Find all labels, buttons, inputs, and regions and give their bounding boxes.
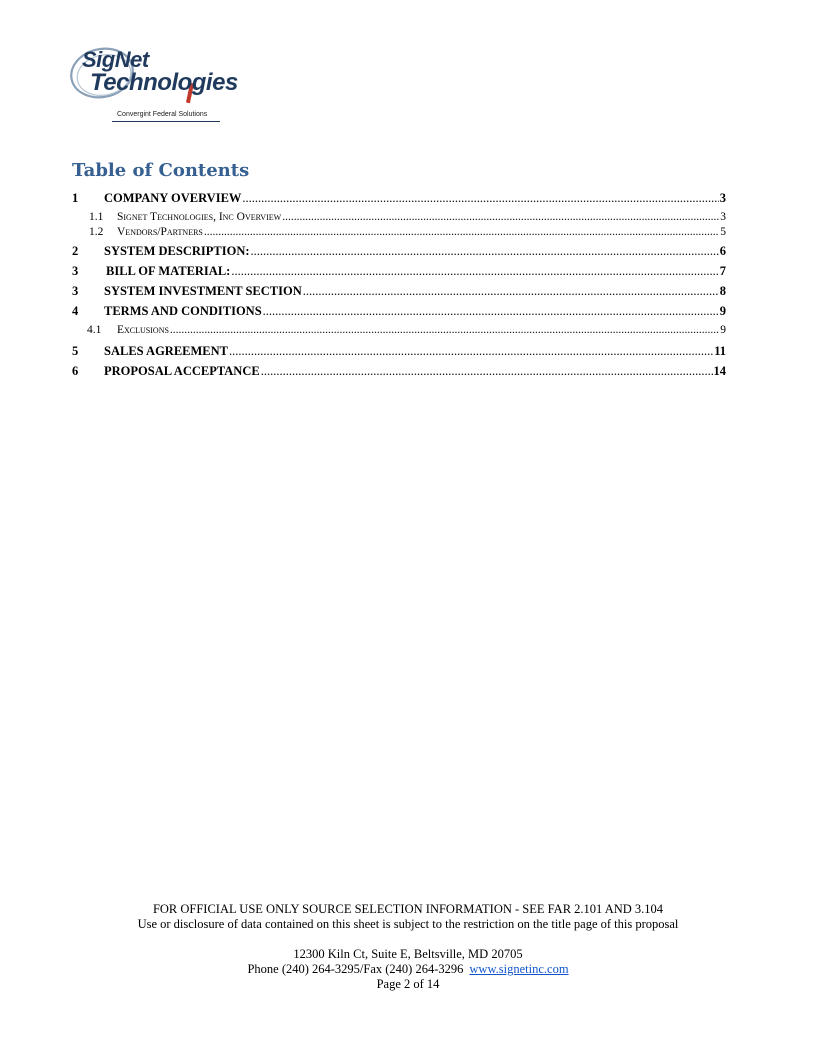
toc-entry-page: 14 <box>713 364 726 378</box>
toc-entry-page: 6 <box>719 244 726 258</box>
table-of-contents <box>72 191 726 384</box>
footer-contact <box>0 947 816 992</box>
toc-entry-title: PROPOSAL ACCEPTANCE <box>104 364 260 378</box>
footer-notice <box>0 902 816 932</box>
logo-tagline: Convergint Federal Solutions <box>117 111 208 118</box>
toc-entry-title: Vendors/Partners <box>117 226 203 238</box>
footer-phone-line <box>0 962 816 977</box>
toc-entry-title: Signet Technologies, Inc Overview <box>117 211 282 223</box>
toc-entry-number: 3 <box>72 284 79 298</box>
toc-entry[interactable] <box>72 211 726 226</box>
toc-leader-dots <box>229 344 713 359</box>
toc-entry-page: 9 <box>719 304 726 318</box>
toc-leader-dots <box>242 191 718 206</box>
logo-wordmark-line2: Technologies <box>90 69 238 96</box>
toc-entry[interactable] <box>72 191 726 211</box>
footer-phone: Phone (240) 264-3295/Fax (240) 264-3296 <box>247 962 464 976</box>
toc-entry[interactable] <box>72 324 726 344</box>
toc-entry-number: 6 <box>72 364 79 378</box>
toc-entry-title: SALES AGREEMENT <box>104 344 228 358</box>
toc-entry[interactable] <box>72 244 726 264</box>
toc-entry-number: 3 <box>72 264 79 278</box>
toc-entry-number: 4.1 <box>87 324 102 336</box>
toc-leader-dots <box>231 264 718 279</box>
toc-entry-page: 9 <box>720 324 726 336</box>
toc-entry-page: 11 <box>714 344 726 358</box>
toc-entry[interactable] <box>72 364 726 384</box>
toc-entry-title: Exclusions <box>117 324 169 336</box>
footer-page-number: Page 2 of 14 <box>376 977 440 991</box>
toc-entry-page: 5 <box>720 226 726 238</box>
toc-leader-dots <box>261 364 713 379</box>
toc-entry-number: 1 <box>72 191 79 205</box>
footer-address: 12300 Kiln Ct, Suite E, Beltsville, MD 20705 <box>293 947 523 961</box>
toc-entry-page: 3 <box>719 191 726 205</box>
logo-underline <box>112 121 220 122</box>
toc-entry-page: 8 <box>719 284 726 298</box>
toc-leader-dots <box>170 324 719 336</box>
toc-leader-dots <box>263 304 719 319</box>
toc-entry-number: 5 <box>72 344 79 358</box>
toc-entry-title: TERMS AND CONDITIONS <box>104 304 262 318</box>
toc-entry[interactable] <box>72 226 726 244</box>
toc-heading: Table of Contents <box>72 160 250 181</box>
toc-entry-title: SYSTEM INVESTMENT SECTION <box>104 284 302 298</box>
toc-entry-number: 1.2 <box>89 226 104 238</box>
footer-notice-line1: FOR OFFICIAL USE ONLY SOURCE SELECTION INFORMATION - SEE FAR 2.101 AND 3.104 <box>152 902 664 916</box>
toc-entry[interactable] <box>72 264 726 284</box>
company-logo <box>68 45 240 127</box>
toc-leader-dots <box>204 226 719 238</box>
toc-entry-number: 1.1 <box>89 211 104 223</box>
toc-leader-dots <box>303 284 719 299</box>
toc-entry-page: 7 <box>719 264 726 278</box>
toc-entry[interactable] <box>72 284 726 304</box>
toc-entry-page: 3 <box>720 211 726 223</box>
logo-wordmark-line1: SigNet <box>82 47 149 72</box>
footer-notice-line2: Use or disclosure of data contained on this sheet is subject to the restriction on the title page of this proposal <box>137 917 679 931</box>
toc-entry-title: BILL OF MATERIAL: <box>106 264 231 278</box>
toc-leader-dots <box>251 244 719 259</box>
toc-entry-number: 4 <box>72 304 79 318</box>
toc-entry-title: COMPANY OVERVIEW <box>104 191 242 205</box>
toc-leader-dots <box>282 211 719 223</box>
toc-entry-number: 2 <box>72 244 79 258</box>
toc-entry[interactable] <box>72 304 726 324</box>
toc-entry[interactable] <box>72 344 726 364</box>
toc-entry-title: SYSTEM DESCRIPTION: <box>104 244 250 258</box>
footer-website-link[interactable]: www.signetinc.com <box>469 962 569 976</box>
